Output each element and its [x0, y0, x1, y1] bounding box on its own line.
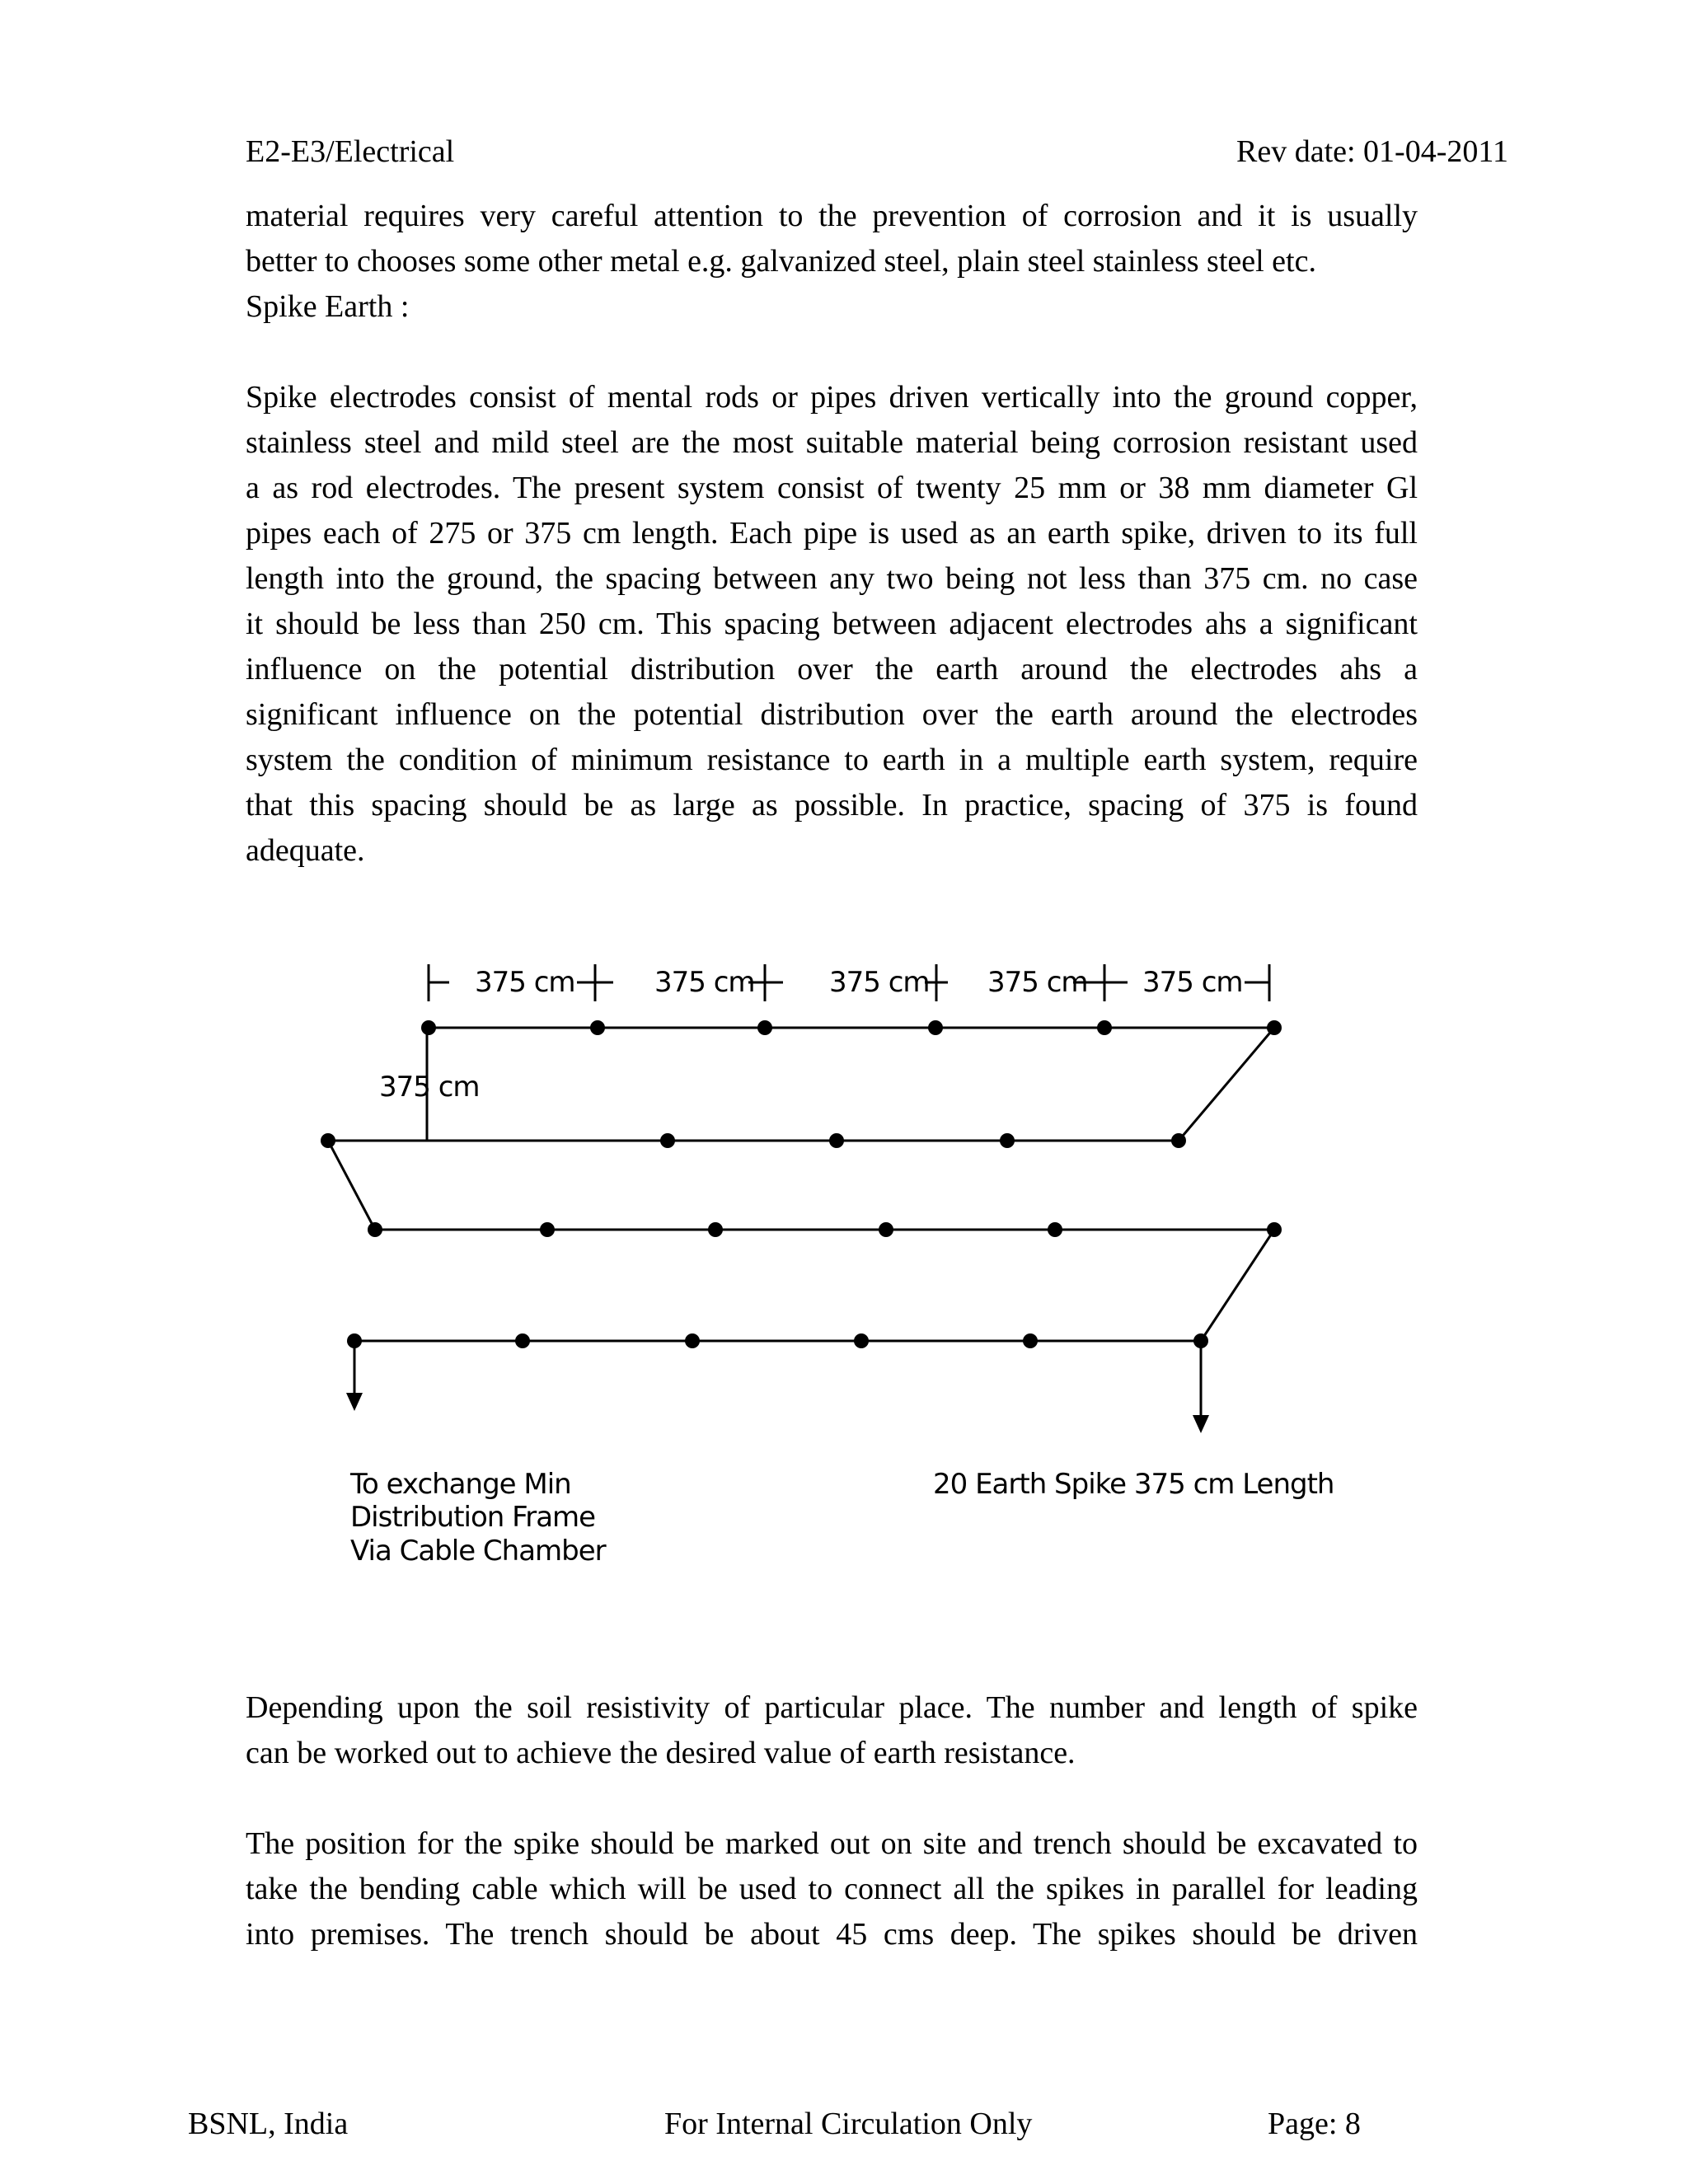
- earth-spike: [368, 1222, 382, 1237]
- earth-spikes: [321, 1020, 1282, 1348]
- footer-left: BSNL, India: [188, 2107, 349, 2141]
- text-line: material requires very careful attention to the prevention of corrosion and it is usually: [246, 199, 1418, 233]
- text-line: stainless steel and mild steel are the most suitable material being corrosion resistant used: [246, 425, 1418, 460]
- earth-spike: [1000, 1133, 1015, 1148]
- section-title: Spike Earth :: [246, 289, 410, 324]
- earth-spike: [660, 1133, 675, 1148]
- caption-left-line: Via Cable Chamber: [350, 1535, 606, 1568]
- caption-left-line: Distribution Frame: [350, 1501, 596, 1534]
- text-line: it should be less than 250 cm. This spacing between adjacent electrodes ahs a significant: [246, 607, 1418, 641]
- spacing-label: 375 cm: [475, 966, 575, 999]
- earth-spike: [1048, 1222, 1062, 1237]
- earth-spike: [1267, 1222, 1282, 1237]
- earth-spike: [685, 1333, 700, 1348]
- earth-spike: [829, 1133, 844, 1148]
- spacing-label: 375 cm: [654, 966, 755, 999]
- earth-spike: [1171, 1133, 1186, 1148]
- header-right: Rev date: 01-04-2011: [1236, 134, 1508, 169]
- paragraph-trench: [246, 1821, 1418, 1957]
- caption-right: 20 Earth Spike 375 cm Length: [933, 1468, 1334, 1501]
- spacing-label: 375 cm: [1142, 966, 1243, 999]
- earth-spike: [347, 1333, 362, 1348]
- text-line: significant influence on the potential distribution over the earth around the electrodes: [246, 697, 1418, 732]
- earth-spike: [1097, 1020, 1112, 1035]
- caption-left-line: To exchange Min: [350, 1468, 571, 1501]
- vertical-spacing-label: 375 cm: [379, 1071, 480, 1104]
- earth-spike: [1267, 1020, 1282, 1035]
- earth-spike: [928, 1020, 943, 1035]
- earth-spike: [757, 1020, 772, 1035]
- footer-page-number: Page: 8: [1268, 2107, 1361, 2141]
- text-line: Depending upon the soil resistivity of particular place. The number and length of spike: [246, 1690, 1418, 1725]
- cable-link: [328, 1141, 375, 1230]
- paragraph-soil-resistivity: [246, 1685, 1418, 1776]
- cable-link: [1201, 1230, 1274, 1341]
- text-line: take the bending cable which will be used to connect all the spikes in parallel for leading: [246, 1872, 1418, 1906]
- text-line: influence on the potential distribution over the earth around the electrodes ahs a: [246, 652, 1418, 687]
- earth-spike: [590, 1020, 605, 1035]
- earth-spike: [1023, 1333, 1038, 1348]
- earth-spike: [1193, 1333, 1208, 1348]
- earth-spike: [879, 1222, 893, 1237]
- spacing-label: 375 cm: [987, 966, 1088, 999]
- arrow-down-icon: [346, 1393, 363, 1411]
- header-left: E2-E3/Electrical: [246, 134, 455, 169]
- cable-link: [1179, 1028, 1274, 1141]
- arrow-down-icon: [1193, 1415, 1209, 1433]
- text-line: into premises. The trench should be about 45 cms deep. The spikes should be driven: [246, 1917, 1418, 1952]
- text-line: that this spacing should be as large as possible. In practice, spacing of 375 is found: [246, 788, 1418, 823]
- text-line: length into the ground, the spacing between any two being not less than 375 cm. no case: [246, 561, 1418, 596]
- footer-center: For Internal Circulation Only: [664, 2107, 1033, 2141]
- earth-spike: [708, 1222, 723, 1237]
- earth-spike: [421, 1020, 436, 1035]
- text-line: pipes each of 275 or 375 cm length. Each pipe is used as an earth spike, driven to its full: [246, 516, 1418, 551]
- text-line: adequate.: [246, 833, 365, 868]
- earth-spike: [854, 1333, 869, 1348]
- text-line: system the condition of minimum resistance to earth in a multiple earth system, require: [246, 743, 1418, 777]
- earth-spike: [540, 1222, 555, 1237]
- text-line: The position for the spike should be marked out on site and trench should be excavated to: [246, 1826, 1418, 1861]
- spacing-label: 375 cm: [829, 966, 930, 999]
- text-line: can be worked out to achieve the desired value of earth resistance.: [246, 1736, 1076, 1770]
- text-line: a as rod electrodes. The present system consist of twenty 25 mm or 38 mm diameter Gl: [246, 471, 1418, 505]
- earth-spike: [321, 1133, 335, 1148]
- earth-spike: [515, 1333, 530, 1348]
- text-line: Spike electrodes consist of mental rods or pipes driven vertically into the ground copper,: [246, 380, 1418, 415]
- text-line: better to chooses some other metal e.g. galvanized steel, plain steel stainless steel etc.: [246, 244, 1316, 279]
